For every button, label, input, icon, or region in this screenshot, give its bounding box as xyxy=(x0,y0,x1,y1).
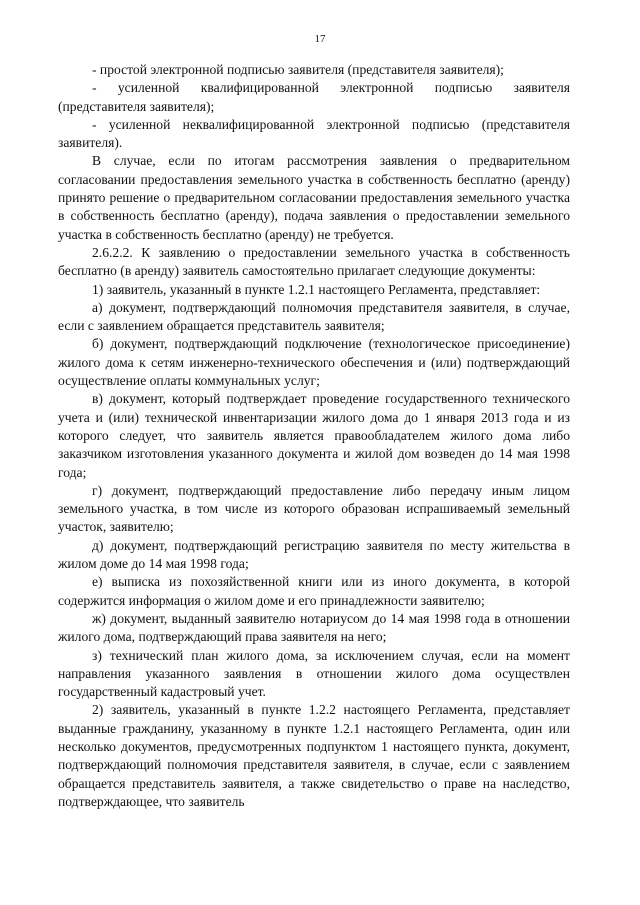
paragraph-item-g: г) документ, подтверждающий предоставление либо передачу иным лицом земельного участка, в том числе из которого образован испрашиваемый земельный участок, заявителю; xyxy=(58,482,570,535)
paragraph-item-b: б) документ, подтверждающий подключение (технологическое присоединение) жилого дома к сетям инженерно-технического обеспечения и (или) подтверждающий осуществление оплаты коммунальных услуг; xyxy=(58,336,570,389)
paragraph-2-6-2-2: 2.6.2.2. К заявлению о предоставлении земельного участка в собственность бесплатно (в аренду) заявитель самостоятельно прилагает следующие документы: xyxy=(58,244,570,279)
page-number: 17 xyxy=(314,33,326,45)
paragraph-signature-unqualified: - усиленной неквалифицированной электронной подписью (представителя заявителя). xyxy=(58,116,570,151)
paragraph-item-v: в) документ, который подтверждает проведение государственного технического учета и (или) технической инвентаризации жилого дома до 1 января 2013 года и из которого следует, что заявитель является правообладателем жилого дома либо заказчиком изготовления указанного документа и жилой дом возведен до 14 мая 1998 года; xyxy=(58,391,570,480)
paragraph-item-e: е) выписка из похозяйственной книги или из иного документа, в которой содержится информация о жилом доме и его принадлежности заявителю; xyxy=(58,574,570,608)
paragraph-item-2: 2) заявитель, указанный в пункте 1.2.2 настоящего Регламента, представляет выданные гражданину, указанному в пункте 1.2.1 настоящего Регламента, один или несколько документов, предусмотренных подпунктом 1 настоящего пункта, документ, подтверждающий полномочия представителя заявителя, в случае, если с заявлением обращается представитель заявителя, а также свидетельство о праве на наследство, подтверждающее, что заявитель xyxy=(58,702,570,809)
paragraph-item-1: 1) заявитель, указанный в пункте 1.2.1 настоящего Регламента, представляет: xyxy=(92,281,541,297)
paragraph-item-zh: ж) документ, выданный заявителю нотариусом до 14 мая 1998 года в отношении жилого дома, подтверждающий права заявителя на него; xyxy=(58,610,570,645)
paragraph-item-d: д) документ, подтверждающий регистрацию заявителя по месту жительства в жилом доме до 14 мая 1998 года; xyxy=(58,537,570,572)
paragraph-item-z: з) технический план жилого дома, за исключением случая, если на момент направления указанного заявления в отношении жилого дома осуществлен государственный кадастровый учет. xyxy=(58,647,570,700)
document-body xyxy=(58,61,570,811)
paragraph-signature-simple: - простой электронной подписью заявителя (представителя заявителя); xyxy=(92,62,504,77)
paragraph-preliminary-approval: В случае, если по итогам рассмотрения заявления о предварительном согласовании предоставления земельного участка в собственность бесплатно (аренду) принято решение о предварительном согласовании предоставления земельного участка в собственность бесплатно (аренду), подача заявления о предоставлении земельного участка в собственность бесплатно (аренду) не требуется. xyxy=(58,153,570,242)
paragraph-item-a: а) документ, подтверждающий полномочия представителя заявителя, в случае, если с заявлением обращается представитель заявителя; xyxy=(58,299,570,334)
paragraph-signature-qualified: - усиленной квалифицированной электронной подписью заявителя (представителя заявителя); xyxy=(58,80,570,114)
